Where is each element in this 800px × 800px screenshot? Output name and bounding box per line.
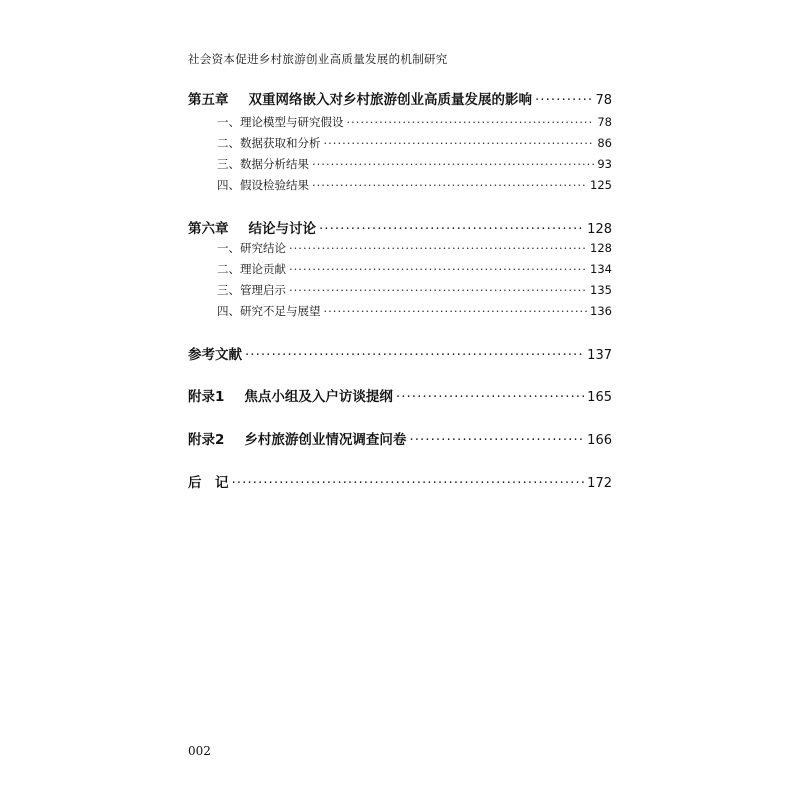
dot-leader <box>324 136 595 150</box>
page-number-ref: 78 <box>597 115 612 129</box>
toc-entry-references[interactable] <box>188 343 612 363</box>
toc-entry-appendix-2[interactable] <box>188 428 612 448</box>
toc-entry-6-4[interactable] <box>217 303 612 319</box>
section-title: 三、管理启示 <box>217 283 286 297</box>
page-number: 002 <box>188 744 211 758</box>
dot-leader <box>319 221 584 237</box>
dot-leader <box>312 157 594 171</box>
section-title: 四、假设检验结果 <box>217 178 309 192</box>
toc-entry-6-1[interactable] <box>217 240 612 256</box>
section-title: 参考文献 <box>188 347 242 363</box>
page-number-ref: 93 <box>597 157 612 171</box>
chapter-title: 双重网络嵌入对乡村旅游创业高质量发展的影响 <box>248 92 532 108</box>
chapter-number: 第六章 <box>188 221 229 237</box>
appendix-number: 附录2 <box>188 432 225 448</box>
page-number-ref: 134 <box>590 262 612 276</box>
section-title: 后 记 <box>188 475 229 491</box>
section-title: 二、数据获取和分析 <box>217 136 321 150</box>
dot-leader <box>232 475 585 491</box>
page-number-ref: 165 <box>587 390 612 405</box>
toc-entry-chapter-6[interactable] <box>188 217 612 237</box>
section-title: 三、数据分析结果 <box>217 157 309 171</box>
dot-leader <box>245 347 584 363</box>
appendix-title: 乡村旅游创业情况调查问卷 <box>244 432 407 448</box>
toc-entry-5-4[interactable] <box>217 177 612 193</box>
toc-entry-5-3[interactable] <box>217 156 612 172</box>
dot-leader <box>396 389 584 405</box>
toc-entry-postscript[interactable] <box>188 471 612 491</box>
dot-leader <box>289 241 587 255</box>
section-title: 一、研究结论 <box>217 241 286 255</box>
dot-leader <box>312 178 587 192</box>
appendix-title: 焦点小组及入户访谈提纲 <box>244 389 393 405</box>
page-number-ref: 137 <box>587 348 612 363</box>
toc-entry-6-2[interactable] <box>217 261 612 277</box>
chapter-title: 结论与讨论 <box>248 221 316 237</box>
toc-entry-6-3[interactable] <box>217 282 612 298</box>
section-title: 二、理论贡献 <box>217 262 286 276</box>
page-number-ref: 128 <box>587 222 612 237</box>
dot-leader <box>324 304 588 318</box>
page-number-ref: 172 <box>587 476 612 491</box>
dot-leader <box>289 283 587 297</box>
dot-leader <box>409 432 584 448</box>
toc-entry-5-2[interactable] <box>217 135 612 151</box>
toc-entry-5-1[interactable] <box>217 114 612 130</box>
page-number-ref: 86 <box>597 136 612 150</box>
page-number-ref: 166 <box>587 433 612 448</box>
page-number-ref: 128 <box>590 241 612 255</box>
page-number-ref: 135 <box>590 283 612 297</box>
dot-leader <box>347 115 595 129</box>
toc-entry-chapter-5[interactable] <box>188 88 612 108</box>
toc-entry-appendix-1[interactable] <box>188 385 612 405</box>
dot-leader <box>535 92 592 108</box>
dot-leader <box>289 262 587 276</box>
page-number-ref: 78 <box>595 93 612 108</box>
section-title: 一、理论模型与研究假设 <box>217 115 344 129</box>
chapter-number: 第五章 <box>188 92 229 108</box>
section-title: 四、研究不足与展望 <box>217 304 321 318</box>
running-header: 社会资本促进乡村旅游创业高质量发展的机制研究 <box>188 52 448 66</box>
page-number-ref: 136 <box>590 304 612 318</box>
page-number-ref: 125 <box>590 178 612 192</box>
appendix-number: 附录1 <box>188 389 225 405</box>
